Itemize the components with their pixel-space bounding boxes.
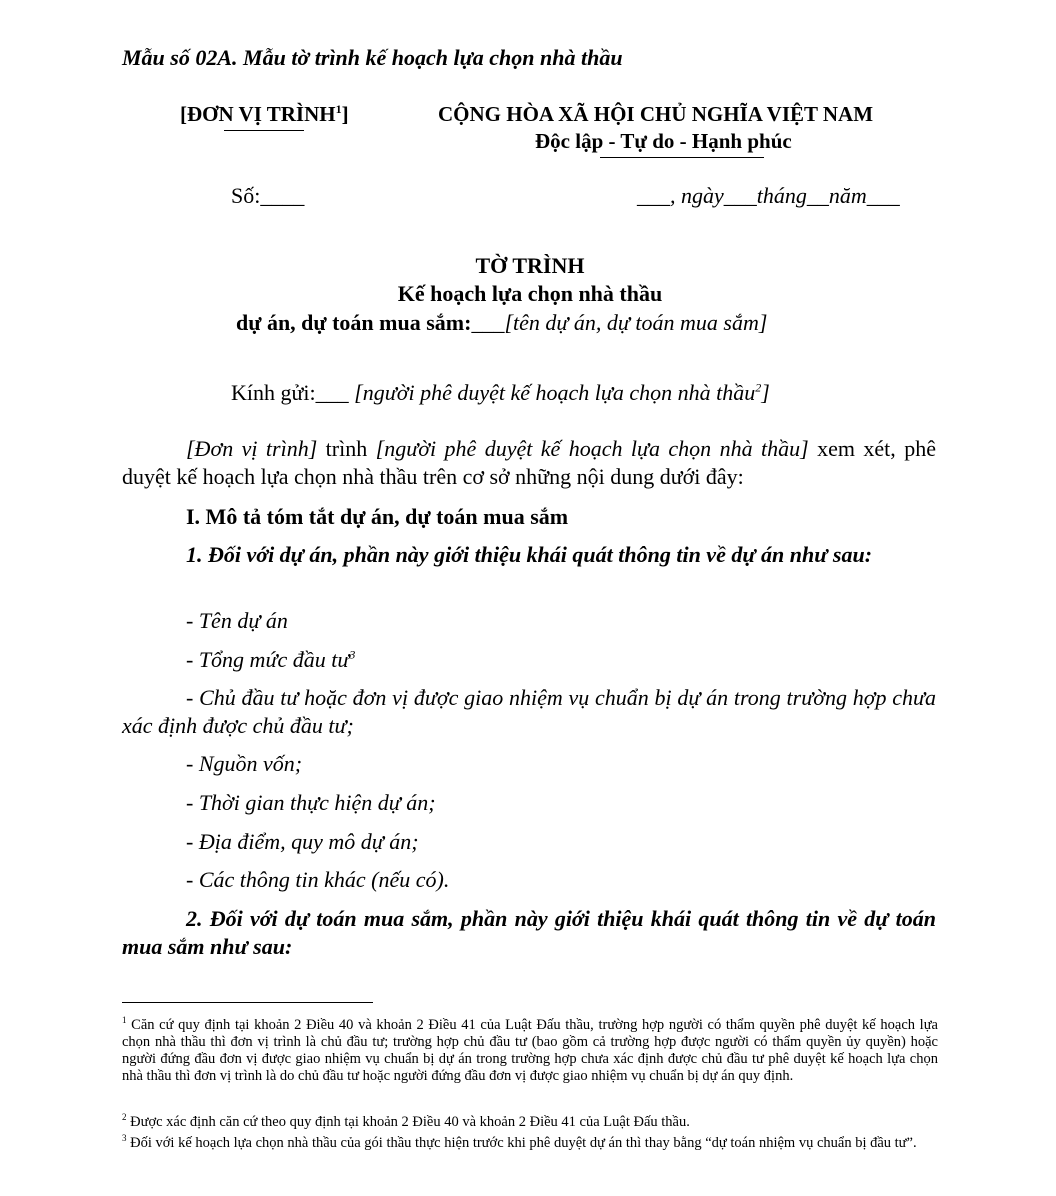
list-item: - Tổng mức đầu $tư^3$	[186, 647, 356, 672]
list-item: - Tên dự án	[186, 608, 288, 633]
list-item: - Chủ đầu tư hoặc đơn vị được giao nhiệm vụ chuẩn bị dự án trong trường hợp chưa xác định được chủ đầu tư;	[122, 685, 936, 738]
footnote-1: $^1$ Căn cứ quy định tại khoản 2 Điều 40 và khoản 2 Điều 41 của Luật Đấu thầu, trường hợp người có thẩm quyền phê duyệt kế hoạch lựa chọn nhà thầu thì đơn vị trình là chủ đầu tư; trường hợp chủ đầu tư (bao gồm cả trường hợp được người có thẩm quyền ủy quyền) hoặc người đứng đầu đơn vị được giao nhiệm vụ chuẩn bị dự án trong trường hợp chưa xác định được chủ đầu tư phê duyệt kế hoạch lựa chọn nhà thầu thì đơn vị trình là do chủ đầu tư hoặc người đứng đầu đơn vị được giao nhiệm vụ chuẩn bị dự án quy định.	[122, 1015, 938, 1084]
footnote-2: $^2$ Được xác định căn cứ theo quy định tại khoản 2 Điều 40 và khoản 2 Điều 41 của Luật Đấu thầu.	[122, 1112, 690, 1130]
motto: Độc lập - Tự do - Hạnh phúc	[535, 129, 792, 153]
motto-underline	[600, 157, 764, 158]
nation-title: CỘNG HÒA XÃ HỘI CHỦ NGHĨA VIỆT NAM	[438, 102, 874, 126]
submitting-unit: [ĐƠN VỊ TRÌNH$^1$]	[180, 102, 349, 126]
list-item: - Các thông tin khác (nếu có).	[186, 867, 450, 892]
document-number: Số:____	[231, 183, 305, 208]
footnote-separator	[122, 1002, 373, 1003]
project-line: dự án, dự toán mua sắm:___[tên dự án, dự toán mua sắm]	[236, 310, 768, 335]
document-date: ___, ngày___tháng__năm___	[637, 183, 900, 208]
recipient-line: Kính gửi:___ [người phê duyệt kế hoạch lựa chọn nhà thầu$^2$]	[231, 380, 770, 405]
unit-underline	[224, 130, 304, 131]
list-item: - Nguồn vốn;	[186, 751, 303, 776]
procurement-subheading: 2. Đối với dự toán mua sắm, phần này giới thiệu khái quát thông tin về dự toán mua sắm như sau:	[122, 906, 936, 959]
footnote-ref-1: 1	[335, 102, 342, 116]
footnote-3: $^3$ Đối với kế hoạch lựa chọn nhà thầu của gói thầu thực hiện trước khi phê duyệt dự án thì thay bằng “dự toán nhiệm vụ chuẩn bị đầu tư”.	[122, 1133, 917, 1151]
document-subtitle: Kế hoạch lựa chọn nhà thầu	[397, 281, 663, 306]
intro-paragraph: [Đơn vị trình] trình [người phê duyệt kế hoạch lựa chọn nhà thầu] xem xét, phê duyệt kế hoạch lựa chọn nhà thầu trên cơ sở những nội dung dưới đây:	[122, 436, 936, 489]
footnote-ref-3: 3	[349, 647, 356, 662]
section-heading: I. Mô tả tóm tắt dự án, dự toán mua sắm	[186, 504, 569, 529]
project-subheading: 1. Đối với dự án, phần này giới thiệu khái quát thông tin về dự án như sau:	[186, 542, 873, 567]
form-title: Mẫu số 02A. Mẫu tờ trình kế hoạch lựa chọn nhà thầu	[122, 45, 623, 70]
footnote-ref-2: 2	[755, 380, 762, 395]
document-title: TỜ TRÌNH	[475, 253, 585, 278]
list-item: - Địa điểm, quy mô dự án;	[186, 829, 419, 854]
list-item: - Thời gian thực hiện dự án;	[186, 790, 436, 815]
